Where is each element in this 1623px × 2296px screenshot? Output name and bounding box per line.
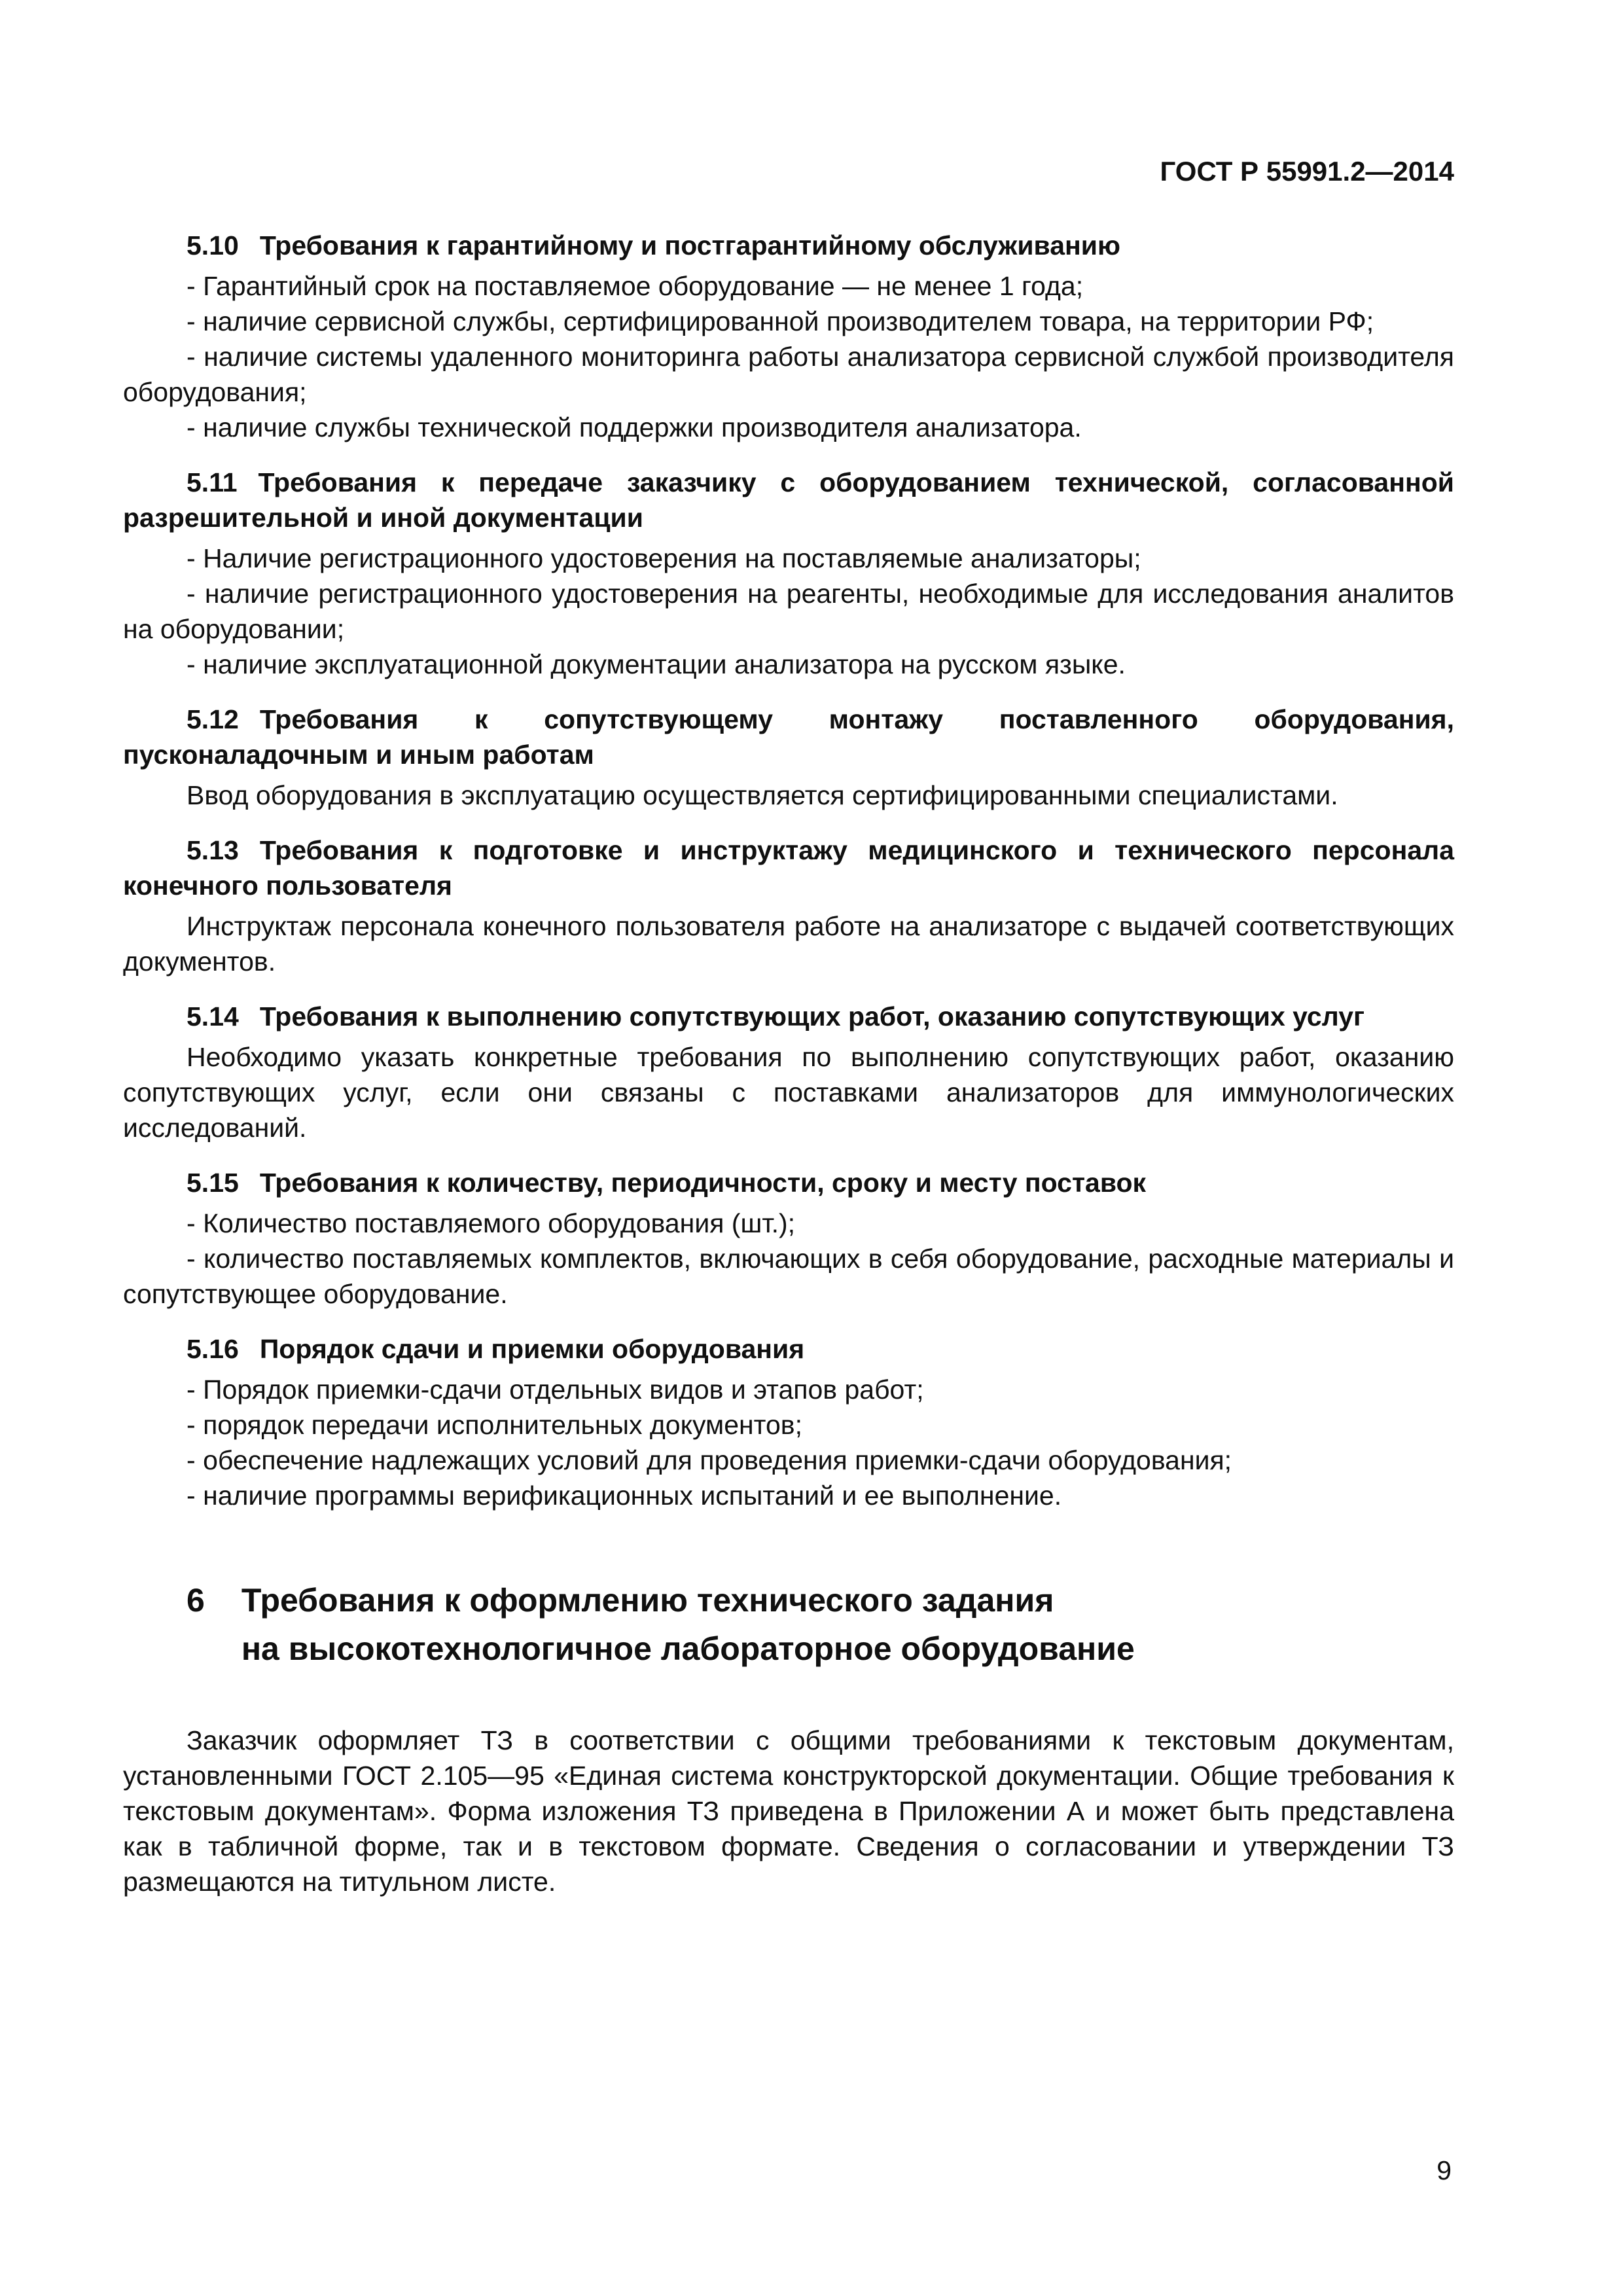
section-heading-5-13	[123, 833, 1454, 903]
section-heading-5-14	[123, 999, 1454, 1034]
list-item-text: обеспечение надлежащих условий для проведения приемки-сдачи оборудования;	[203, 1445, 1232, 1475]
list-dash: -	[187, 271, 196, 301]
list-dash: -	[187, 649, 196, 679]
list-item-text: наличие службы технической поддержки производителя анализатора.	[203, 412, 1082, 442]
list-item	[123, 268, 1454, 304]
list-item	[123, 1443, 1454, 1478]
section-heading-5-12	[123, 702, 1454, 772]
list-item-text: Гарантийный срок на поставляемое оборудование — не менее 1 года;	[203, 271, 1084, 301]
section-number: 5.15	[187, 1168, 239, 1198]
list-item	[123, 1372, 1454, 1407]
section-heading-5-11	[123, 465, 1454, 535]
list-item-text: наличие регистрационного удостоверения на реагенты, необходимые для исследования аналитов на оборудовании;	[123, 579, 1454, 644]
body-paragraph: Заказчик оформляет ТЗ в соответствии с общими требованиями к текстовым документам, установленными ГОСТ 2.105—95 «Единая система конструкторской документации. Общие требования к текстовым документам». Форма изложения ТЗ приведена в Приложении А и может быть представлена как в табличной форме, так и в текстовом формате. Сведения о согласовании и утверждении ТЗ размещаются на титульном листе.	[123, 1725, 1454, 1897]
section-number: 5.13	[187, 835, 239, 865]
list-item-text: Количество поставляемого оборудования (шт.);	[203, 1208, 796, 1238]
list-item	[123, 647, 1454, 682]
chapter-title-line1: Требования к оформлению технического задания	[241, 1582, 1054, 1619]
section-title: Требования к подготовке и инструктажу медицинского и технического персонала конечного пользователя	[123, 835, 1454, 901]
section-title: Требования к передаче заказчику с оборудованием технической, согласованной разрешительной и иной документации	[123, 467, 1454, 533]
list-item	[123, 1478, 1454, 1513]
section-title: Порядок сдачи и приемки оборудования	[259, 1334, 805, 1364]
list-item	[123, 576, 1454, 647]
body-paragraph: Необходимо указать конкретные требования по выполнению сопутствующих работ, оказанию сопутствующих услуг, если они связаны с поставками анализаторов для иммунологических исследований.	[123, 1042, 1454, 1143]
list-dash: -	[187, 1410, 196, 1440]
list-item-text: наличие сервисной службы, сертифицированной производителем товара, на территории РФ;	[203, 306, 1374, 336]
list-item-text: наличие эксплуатационной документации анализатора на русском языке.	[203, 649, 1126, 679]
section-number: 5.11	[187, 467, 238, 497]
doc-code: ГОСТ Р 55991.2—2014	[1160, 156, 1454, 187]
list-item-text: наличие программы верификационных испытаний и ее выполнение.	[203, 1480, 1062, 1511]
body-paragraph: Ввод оборудования в эксплуатацию осуществляется сертифицированными специалистами.	[187, 780, 1338, 810]
section-title: Требования к гарантийному и постгарантийному обслуживанию	[259, 230, 1120, 260]
list-dash: -	[187, 306, 196, 336]
list-item	[123, 1241, 1454, 1312]
list-dash: -	[187, 1244, 196, 1274]
chapter-heading-6	[123, 1576, 1454, 1673]
list-item	[123, 410, 1454, 445]
document-body	[123, 228, 1454, 1899]
section-heading-5-16	[123, 1331, 1454, 1367]
list-dash: -	[187, 1208, 196, 1238]
list-item	[123, 339, 1454, 410]
section-number: 5.10	[187, 230, 239, 260]
list-dash: -	[187, 412, 196, 442]
list-item-text: Порядок приемки-сдачи отдельных видов и этапов работ;	[203, 1374, 924, 1405]
section-number: 5.16	[187, 1334, 239, 1364]
chapter-number: 6	[187, 1582, 205, 1619]
list-dash: -	[187, 1445, 196, 1475]
list-item	[123, 541, 1454, 576]
list-dash: -	[187, 579, 196, 609]
list-dash: -	[187, 1480, 196, 1511]
list-item	[123, 1407, 1454, 1443]
list-dash: -	[187, 342, 196, 372]
section-number: 5.12	[187, 704, 239, 734]
running-header	[123, 156, 1454, 187]
section-heading-5-10	[123, 228, 1454, 263]
list-dash: -	[187, 543, 196, 573]
chapter-title-line2: на высокотехнологичное лабораторное оборудование	[241, 1630, 1135, 1667]
section-heading-5-15	[123, 1165, 1454, 1200]
list-item-text: Наличие регистрационного удостоверения на поставляемые анализаторы;	[203, 543, 1141, 573]
section-title: Требования к количеству, периодичности, сроку и месту поставок	[259, 1168, 1147, 1198]
section-title: Требования к выполнению сопутствующих работ, оказанию сопутствующих услуг	[259, 1001, 1365, 1031]
body-paragraph: Инструктаж персонала конечного пользователя работе на анализаторе с выдачей соответствующих документов.	[123, 911, 1454, 977]
list-dash: -	[187, 1374, 196, 1405]
list-item	[123, 1206, 1454, 1241]
section-title: Требования к сопутствующему монтажу поставленного оборудования, пусконаладочным и иным работам	[123, 704, 1454, 770]
chapter-title	[241, 1576, 1135, 1673]
section-number: 5.14	[187, 1001, 239, 1031]
list-item	[123, 304, 1454, 339]
page-number: 9	[1436, 2155, 1452, 2185]
list-item-text: порядок передачи исполнительных документов;	[203, 1410, 802, 1440]
list-item-text: количество поставляемых комплектов, включающих в себя оборудование, расходные материалы и сопутствующее оборудование.	[123, 1244, 1454, 1309]
list-item-text: наличие системы удаленного мониторинга работы анализатора сервисной службой производителя оборудования;	[123, 342, 1454, 407]
